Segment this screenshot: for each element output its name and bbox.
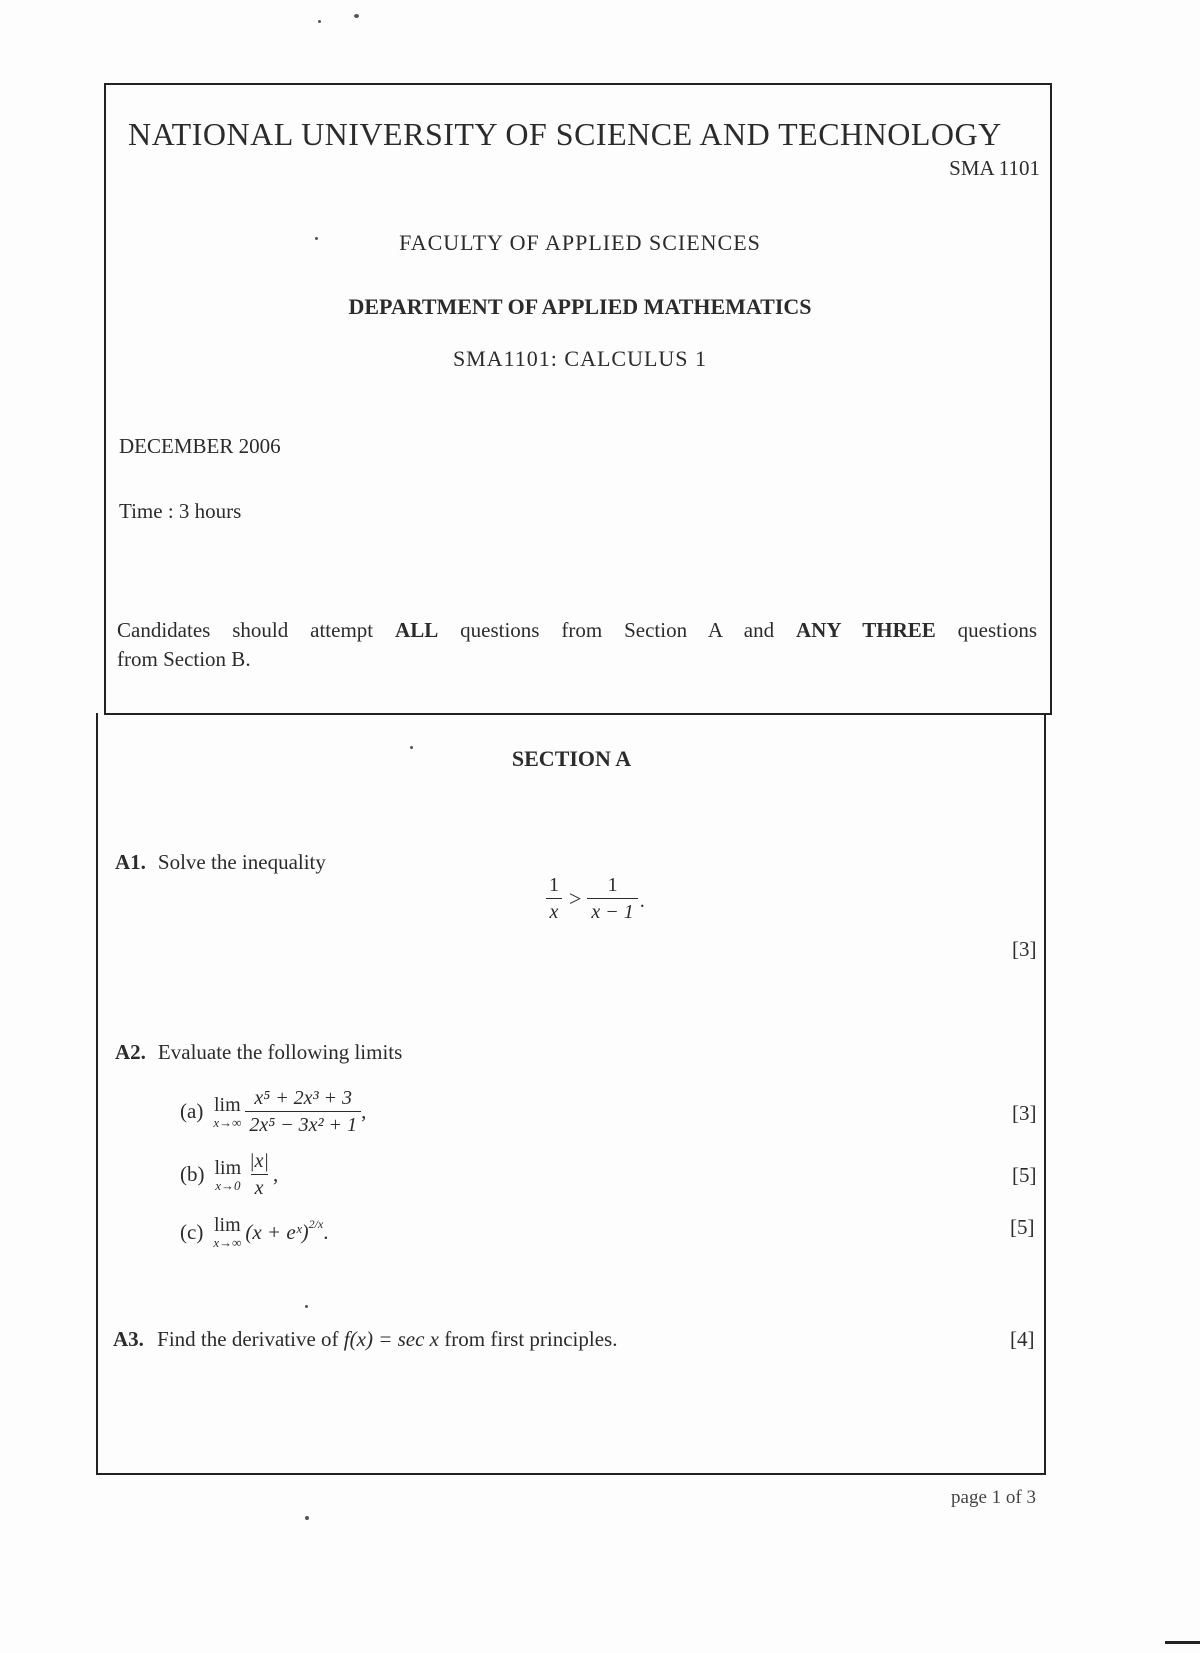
exam-date: DECEMBER 2006 bbox=[119, 434, 281, 458]
question-text: Evaluate the following limits bbox=[157, 1040, 403, 1064]
page-number: page 1 of 3 bbox=[951, 1487, 1036, 1508]
a3-function: f(x) = sec x bbox=[343, 1327, 439, 1351]
a2-part-c: (c) lim x→∞ (x + eˣ) $^{2/x}$ . bbox=[180, 1214, 329, 1250]
department-name: DEPARTMENT OF APPLIED MATHEMATICS bbox=[348, 294, 812, 319]
scan-edge-mark bbox=[1165, 1641, 1200, 1644]
scan-speck bbox=[354, 14, 359, 18]
scan-speck bbox=[410, 746, 413, 749]
scan-speck bbox=[318, 20, 321, 23]
course-code: SMA 1101 bbox=[949, 156, 1040, 180]
a2-part-a: (a) lim x→∞ $\frac{\text{x⁵ + 2x³ + 3}}{\text{2x⁵ − 3x² + 1}}$ , bbox=[180, 1087, 367, 1136]
question-number: A3. bbox=[113, 1327, 144, 1351]
a1-marks: [3] bbox=[1012, 937, 1037, 961]
university-name: NATIONAL UNIVERSITY OF SCIENCE AND TECHNOLOGY bbox=[128, 116, 1002, 152]
faculty-name: FACULTY OF APPLIED SCIENCES bbox=[399, 230, 761, 255]
exam-duration: Time : 3 hours bbox=[119, 499, 242, 523]
question-a1 bbox=[115, 850, 326, 875]
a2c-marks: [5] bbox=[1010, 1215, 1035, 1239]
course-title: SMA1101: CALCULUS 1 bbox=[452, 346, 708, 371]
question-a2 bbox=[115, 1040, 402, 1065]
a2-part-b: (b) lim x→0 $\frac{|x|}{x}$ , bbox=[180, 1150, 279, 1199]
a2b-marks: [5] bbox=[1012, 1163, 1037, 1187]
a3-marks: [4] bbox=[1010, 1327, 1035, 1351]
scan-speck bbox=[305, 1305, 308, 1308]
question-text: Solve the inequality bbox=[157, 850, 326, 874]
question-number: A2. bbox=[115, 1040, 146, 1064]
scan-speck bbox=[305, 1516, 309, 1520]
instructions: Candidates should attempt ALL questions from Section A and ANY THREE questions from Section B. bbox=[117, 618, 1038, 671]
a1-inequality: $\frac{1}{x}$ > $\frac{1}{x - 1}$ . bbox=[545, 872, 645, 925]
section-title: SECTION A bbox=[511, 746, 632, 771]
question-a3: A3. Find the derivative of f(x) = sec x from first principles. bbox=[113, 1327, 618, 1351]
a2a-marks: [3] bbox=[1012, 1101, 1037, 1125]
scan-speck bbox=[315, 237, 318, 240]
question-number: A1. bbox=[115, 850, 146, 874]
